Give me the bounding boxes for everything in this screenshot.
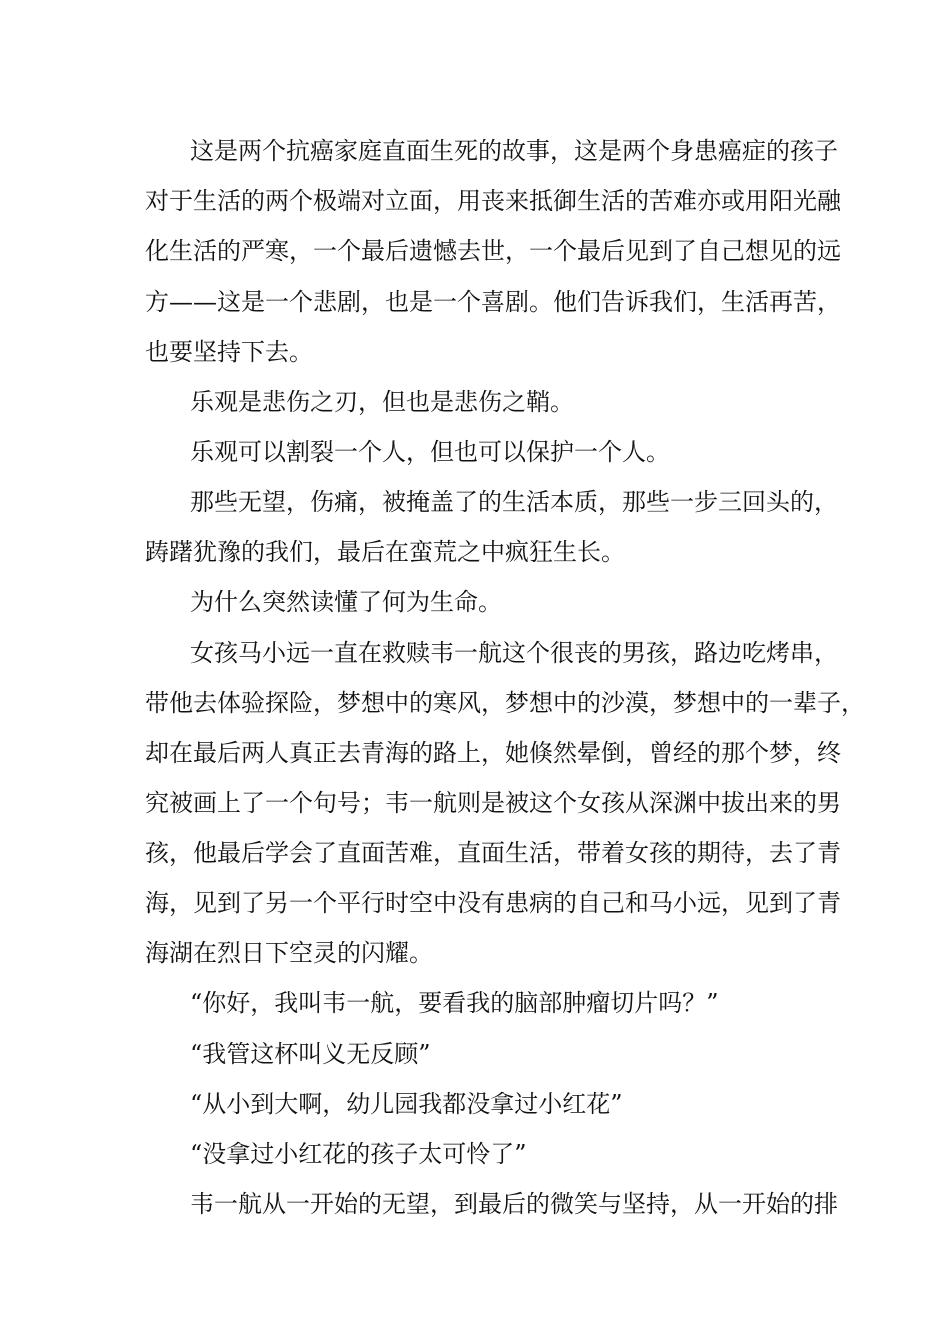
text-line: 方——这是一个悲剧，也是一个喜剧。他们告诉我们，生活再苦， — [145, 288, 841, 316]
text-line: 带他去体验探险，梦想中的寒风，梦想中的沙漠，梦想中的一辈子， — [145, 689, 865, 717]
text-line: 也要坚持下去。 — [145, 338, 313, 366]
text-line: 那些无望，伤痛，被掩盖了的生活本质，那些一步三回头的， — [190, 488, 838, 516]
text-line: 海，见到了另一个平行时空中没有患病的自己和马小远，见到了青 — [145, 889, 841, 917]
text-line: 乐观是悲伤之刃，但也是悲伤之鞘。 — [190, 388, 574, 416]
text-line: 为什么突然读懂了何为生命。 — [190, 588, 502, 616]
text-line: “没拿过小红花的孩子太可怜了” — [190, 1140, 527, 1168]
text-line: 对于生活的两个极端对立面，用丧来抵御生活的苦难亦或用阳光融 — [145, 187, 841, 215]
text-line: 海湖在烈日下空灵的闪耀。 — [145, 939, 433, 967]
text-line: 究被画上了一个句号；韦一航则是被这个女孩从深渊中拔出来的男 — [145, 789, 841, 817]
text-line: “我管这杯叫义无反顾” — [190, 1040, 431, 1068]
text-line: “你好，我叫韦一航，要看我的脑部肿瘤切片吗？” — [190, 989, 719, 1017]
text-line: 韦一航从一开始的无望，到最后的微笑与坚持，从一开始的排 — [190, 1190, 838, 1218]
text-line: 乐观可以割裂一个人，但也可以保护一个人。 — [190, 438, 670, 466]
text-line: 踌躇犹豫的我们，最后在蛮荒之中疯狂生长。 — [145, 538, 625, 566]
text-line: 却在最后两人真正去青海的路上，她倏然晕倒，曾经的那个梦，终 — [145, 739, 841, 767]
text-line: “从小到大啊，幼儿园我都没拿过小红花” — [190, 1090, 623, 1118]
text-line: 化生活的严寒，一个最后遗憾去世，一个最后见到了自己想见的远 — [145, 237, 841, 265]
text-line: 女孩马小远一直在救赎韦一航这个很丧的男孩，路边吃烤串， — [190, 639, 838, 667]
text-line: 这是两个抗癌家庭直面生死的故事，这是两个身患癌症的孩子 — [190, 137, 838, 165]
text-line: 孩，他最后学会了直面苦难，直面生活，带着女孩的期待，去了青 — [145, 839, 841, 867]
